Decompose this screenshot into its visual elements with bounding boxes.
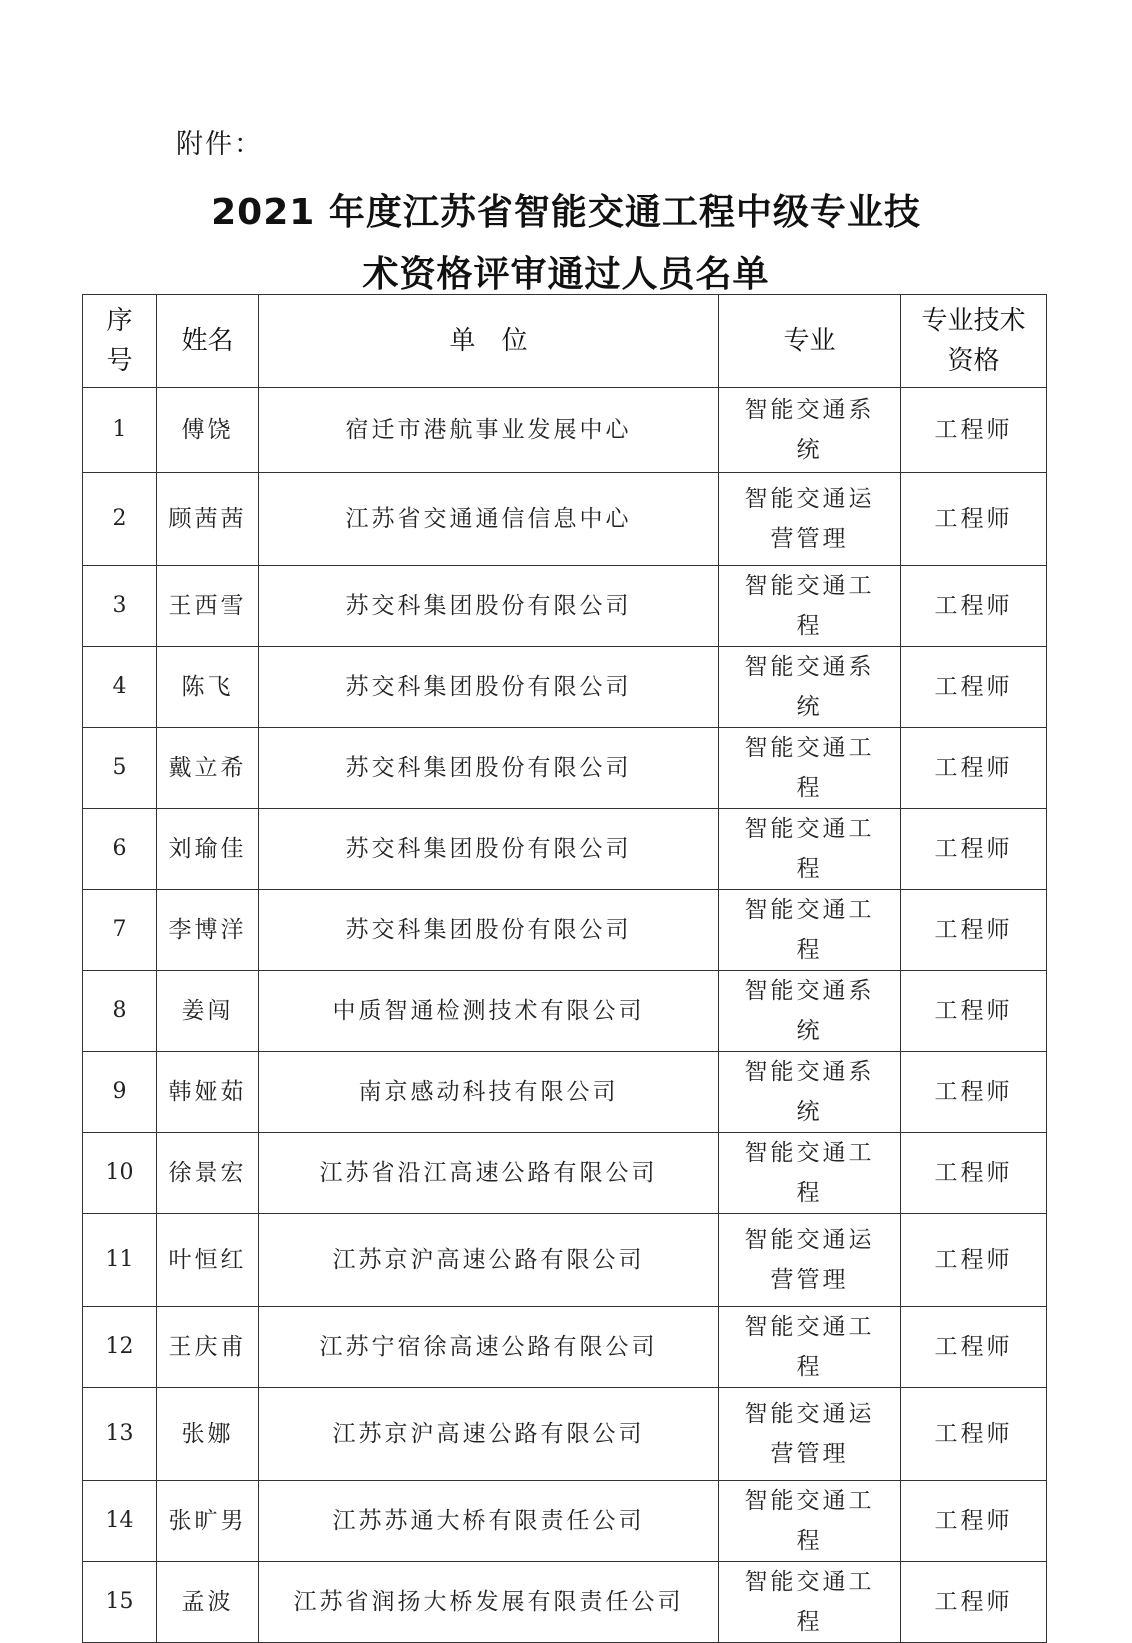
row-seq-cell: 10 [83, 1133, 157, 1214]
column-header-qualification-label: 专业技术资格 [921, 306, 1026, 376]
row-unit-cell: 江苏省润扬大桥发展有限责任公司 [259, 1562, 719, 1643]
row-qualification-cell: 工程师 [901, 1388, 1047, 1481]
row-unit-cell: 江苏京沪高速公路有限公司 [259, 1214, 719, 1307]
row-name-cell: 张旷男 [157, 1481, 259, 1562]
row-unit-cell: 南京感动科技有限公司 [259, 1052, 719, 1133]
table-row [83, 647, 1047, 728]
row-qualification-cell: 工程师 [901, 1214, 1047, 1307]
table-row [83, 1388, 1047, 1481]
row-qualification-cell: 工程师 [901, 388, 1047, 473]
row-name-cell: 王庆甫 [157, 1307, 259, 1388]
table-row [83, 809, 1047, 890]
table-row [83, 1052, 1047, 1133]
row-qualification-cell: 工程师 [901, 971, 1047, 1052]
row-qualification-cell: 工程师 [901, 566, 1047, 647]
row-seq-cell: 6 [83, 809, 157, 890]
row-name-cell: 刘瑜佳 [157, 809, 259, 890]
row-name-cell: 孟波 [157, 1562, 259, 1643]
document-title-line-1: 2021 年度江苏省智能交通工程中级专业技 [211, 192, 921, 233]
row-qualification-cell: 工程师 [901, 473, 1047, 566]
row-unit-cell: 江苏苏通大桥有限责任公司 [259, 1481, 719, 1562]
document-title-line-2: 术资格评审通过人员名单 [362, 254, 770, 295]
column-header-name: 姓名 [157, 295, 259, 388]
table-header-row [83, 295, 1047, 388]
row-name-cell: 张娜 [157, 1388, 259, 1481]
row-seq-cell: 11 [83, 1214, 157, 1307]
row-name-cell: 徐景宏 [157, 1133, 259, 1214]
row-name-cell: 韩娅茹 [157, 1052, 259, 1133]
table-row [83, 1133, 1047, 1214]
row-major-cell: 智能交通工程 [719, 1562, 901, 1643]
row-major-cell: 智能交通工程 [719, 728, 901, 809]
row-unit-cell: 中质智通检测技术有限公司 [259, 971, 719, 1052]
row-major-cell: 智能交通工程 [719, 1307, 901, 1388]
row-name-cell: 傅饶 [157, 388, 259, 473]
row-major-cell: 智能交通系统 [719, 971, 901, 1052]
row-qualification-cell: 工程师 [901, 1052, 1047, 1133]
row-major-cell: 智能交通工程 [719, 1481, 901, 1562]
table-row [83, 971, 1047, 1052]
attachment-label: 附件： [176, 129, 263, 160]
table-row [83, 890, 1047, 971]
column-header-major: 专业 [719, 295, 901, 388]
row-qualification-cell: 工程师 [901, 728, 1047, 809]
row-unit-cell: 苏交科集团股份有限公司 [259, 566, 719, 647]
table-body [83, 388, 1047, 1643]
column-header-seq-label: 序号 [106, 306, 133, 376]
row-unit-cell: 苏交科集团股份有限公司 [259, 890, 719, 971]
row-major-cell: 智能交通工程 [719, 890, 901, 971]
row-unit-cell: 江苏宁宿徐高速公路有限公司 [259, 1307, 719, 1388]
approved-personnel-table [82, 294, 1047, 1643]
row-qualification-cell: 工程师 [901, 1307, 1047, 1388]
column-header-unit: 单 位 [259, 295, 719, 388]
table-row [83, 566, 1047, 647]
row-major-cell: 智能交通运营管理 [719, 473, 901, 566]
row-name-cell: 王西雪 [157, 566, 259, 647]
row-qualification-cell: 工程师 [901, 1562, 1047, 1643]
row-qualification-cell: 工程师 [901, 1133, 1047, 1214]
row-qualification-cell: 工程师 [901, 890, 1047, 971]
row-major-cell: 智能交通系统 [719, 1052, 901, 1133]
row-unit-cell: 江苏省交通通信信息中心 [259, 473, 719, 566]
row-qualification-cell: 工程师 [901, 809, 1047, 890]
row-seq-cell: 8 [83, 971, 157, 1052]
row-seq-cell: 2 [83, 473, 157, 566]
row-major-cell: 智能交通工程 [719, 809, 901, 890]
row-seq-cell: 14 [83, 1481, 157, 1562]
row-major-cell: 智能交通运营管理 [719, 1388, 901, 1481]
row-seq-cell: 1 [83, 388, 157, 473]
table-row [83, 1562, 1047, 1643]
row-unit-cell: 苏交科集团股份有限公司 [259, 809, 719, 890]
row-major-cell: 智能交通工程 [719, 566, 901, 647]
table-row [83, 1481, 1047, 1562]
table-row [83, 728, 1047, 809]
row-seq-cell: 9 [83, 1052, 157, 1133]
row-unit-cell: 宿迁市港航事业发展中心 [259, 388, 719, 473]
row-seq-cell: 15 [83, 1562, 157, 1643]
row-major-cell: 智能交通系统 [719, 647, 901, 728]
row-name-cell: 姜闯 [157, 971, 259, 1052]
row-name-cell: 叶恒红 [157, 1214, 259, 1307]
row-major-cell: 智能交通工程 [719, 1133, 901, 1214]
row-seq-cell: 4 [83, 647, 157, 728]
row-major-cell: 智能交通运营管理 [719, 1214, 901, 1307]
row-seq-cell: 12 [83, 1307, 157, 1388]
row-seq-cell: 3 [83, 566, 157, 647]
row-name-cell: 李博洋 [157, 890, 259, 971]
table-row [83, 1307, 1047, 1388]
row-unit-cell: 江苏京沪高速公路有限公司 [259, 1388, 719, 1481]
table-row [83, 388, 1047, 473]
row-unit-cell: 江苏省沿江高速公路有限公司 [259, 1133, 719, 1214]
row-qualification-cell: 工程师 [901, 1481, 1047, 1562]
row-unit-cell: 苏交科集团股份有限公司 [259, 647, 719, 728]
row-seq-cell: 13 [83, 1388, 157, 1481]
column-header-qualification [901, 295, 1047, 388]
row-major-cell: 智能交通系统 [719, 388, 901, 473]
row-unit-cell: 苏交科集团股份有限公司 [259, 728, 719, 809]
row-qualification-cell: 工程师 [901, 647, 1047, 728]
table-row [83, 1214, 1047, 1307]
column-header-seq [83, 295, 157, 388]
table-row [83, 473, 1047, 566]
row-name-cell: 顾茜茜 [157, 473, 259, 566]
row-name-cell: 戴立希 [157, 728, 259, 809]
row-seq-cell: 5 [83, 728, 157, 809]
row-name-cell: 陈飞 [157, 647, 259, 728]
row-seq-cell: 7 [83, 890, 157, 971]
